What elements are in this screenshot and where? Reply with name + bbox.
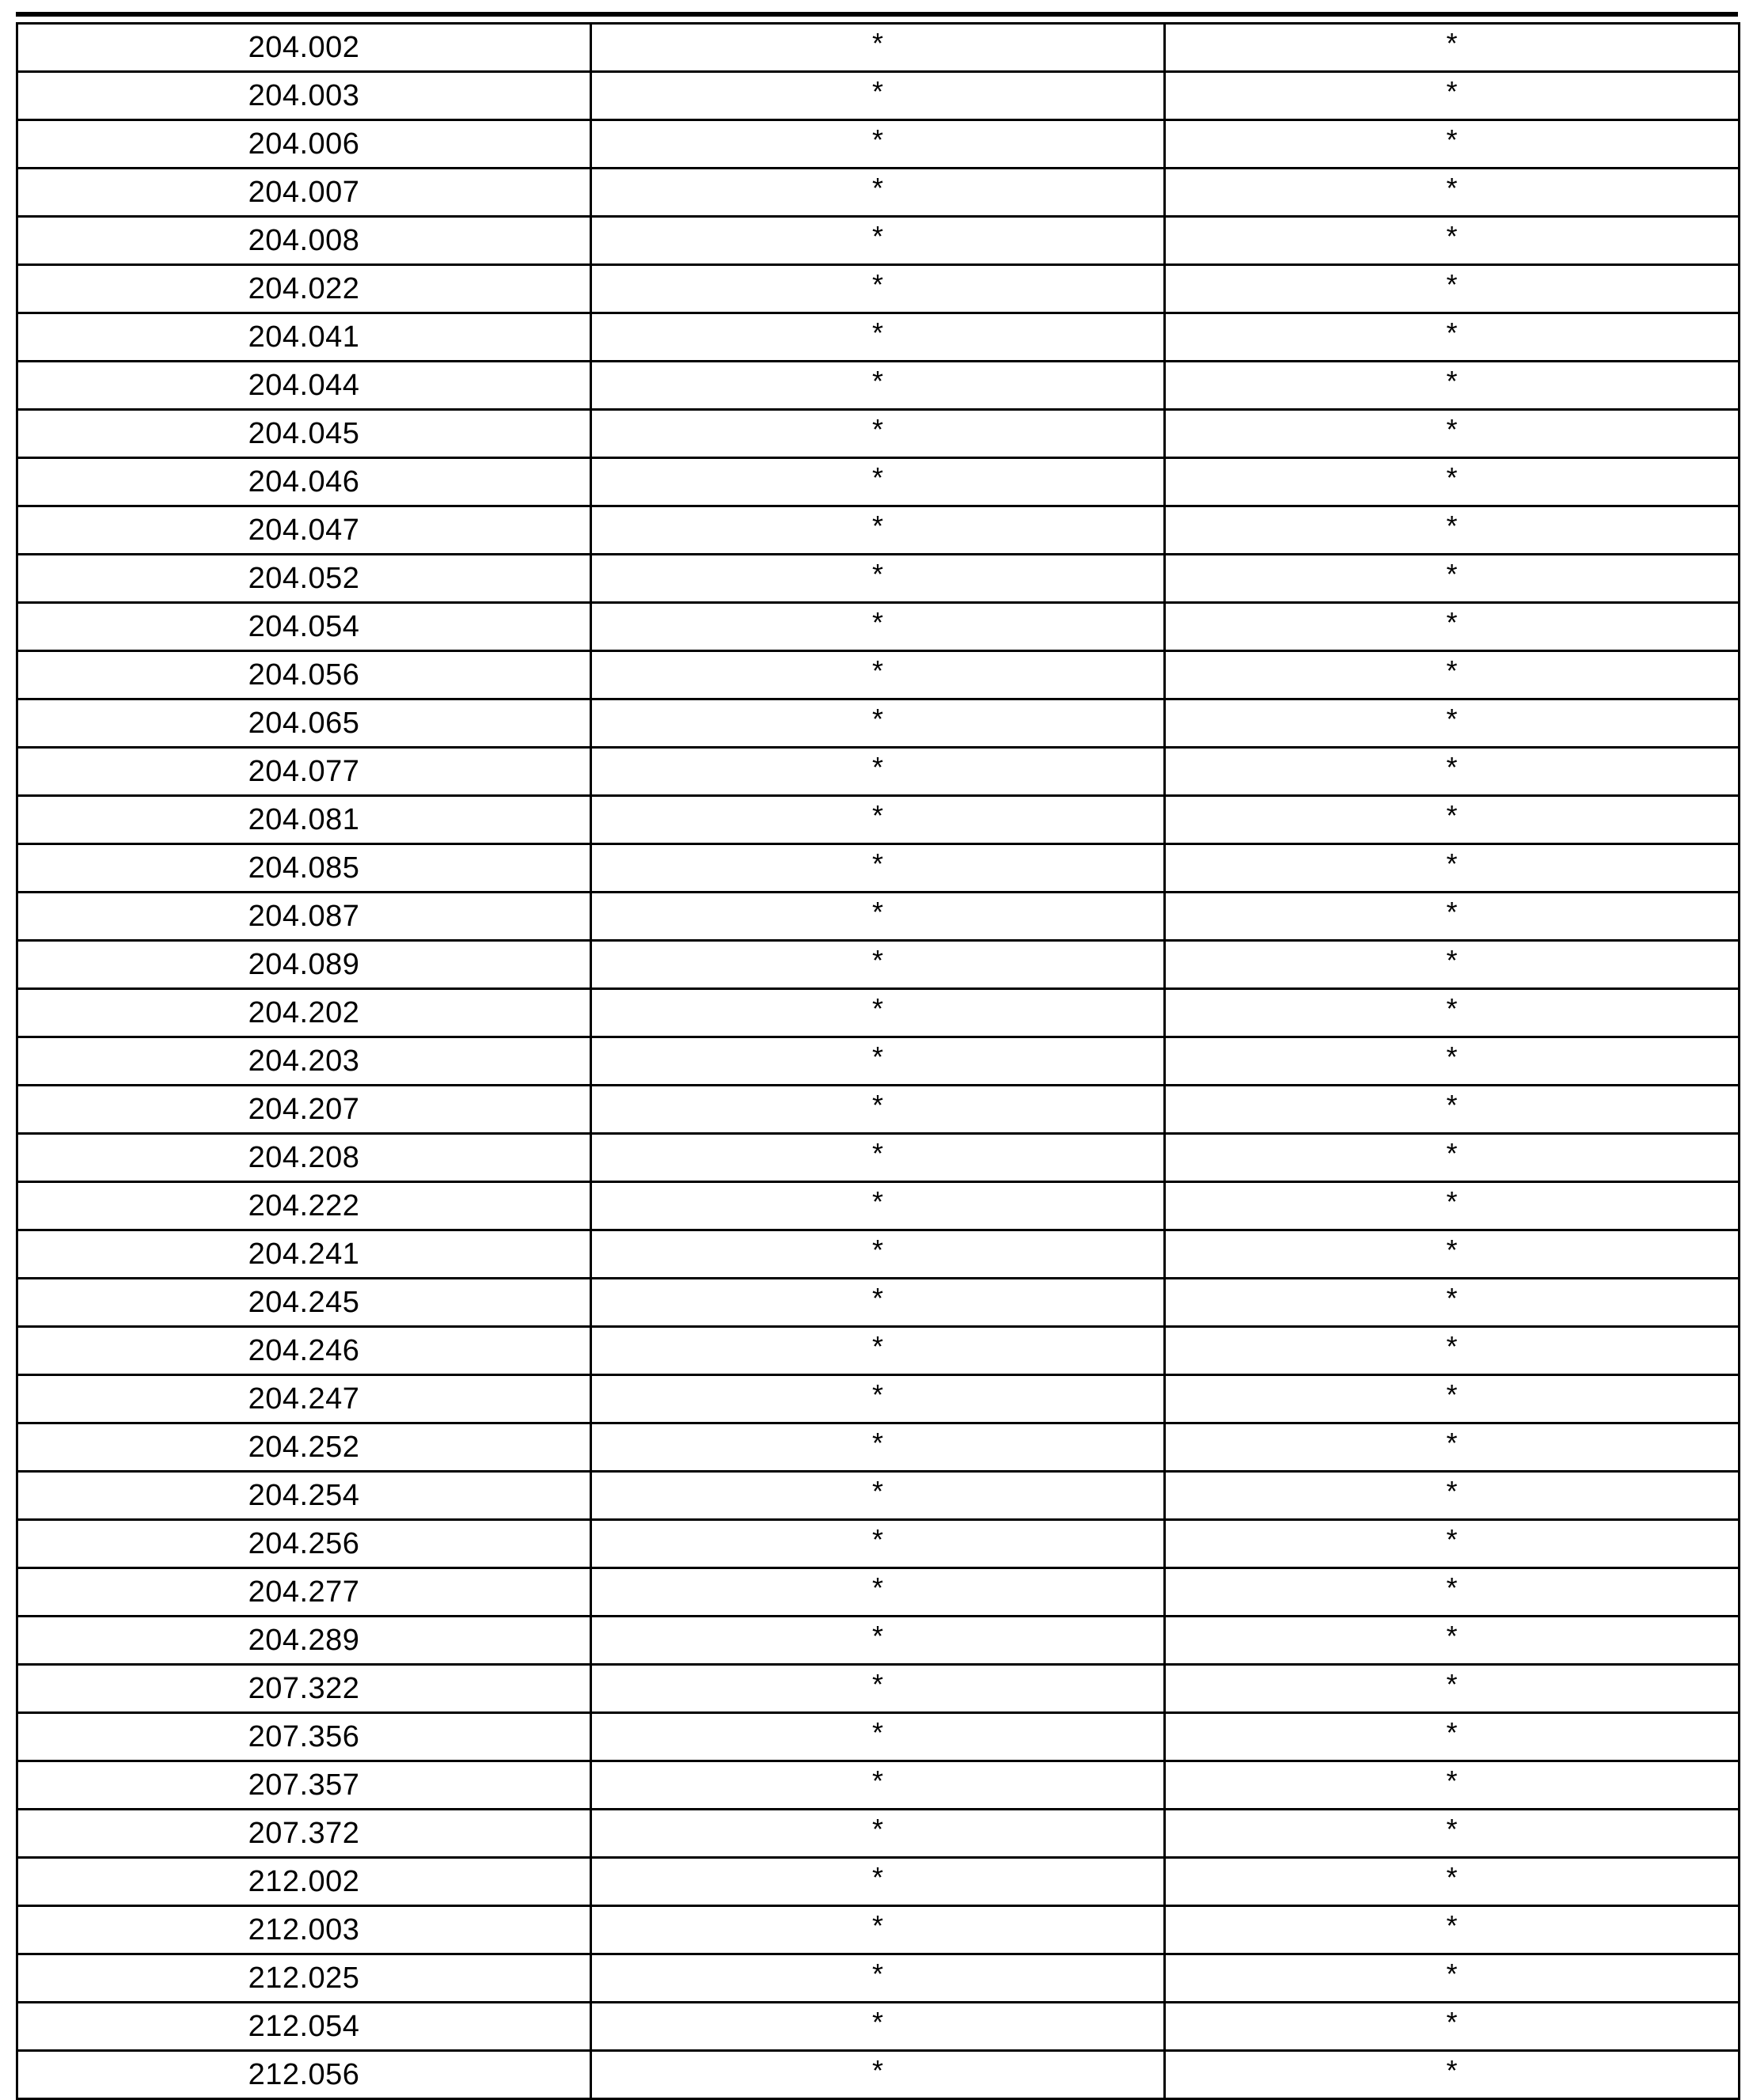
table-row (17, 1037, 1740, 1086)
code-cell: 204.289 (17, 1617, 591, 1665)
mark-cell-col3: * (1165, 555, 1740, 603)
mark-cell-col2: * (591, 1906, 1165, 1954)
mark-cell-col3: * (1165, 458, 1740, 506)
mark-cell-col2: * (591, 796, 1165, 844)
table-row (17, 1134, 1740, 1182)
code-cell: 204.277 (17, 1568, 591, 1617)
mark-cell-col2: * (591, 265, 1165, 313)
mark-cell-col2: * (591, 1375, 1165, 1423)
table-row (17, 72, 1740, 120)
code-cell: 204.207 (17, 1086, 591, 1134)
mark-cell-col3: * (1165, 1858, 1740, 1906)
mark-cell-col3: * (1165, 24, 1740, 72)
mark-cell-col2: * (591, 1568, 1165, 1617)
mark-cell-col3: * (1165, 362, 1740, 410)
mark-cell-col2: * (591, 1954, 1165, 2003)
mark-cell-col2: * (591, 1472, 1165, 1520)
mark-cell-col3: * (1165, 2051, 1740, 2099)
mark-cell-col3: * (1165, 989, 1740, 1037)
mark-cell-col3: * (1165, 1520, 1740, 1568)
table-row (17, 217, 1740, 265)
table-row (17, 506, 1740, 555)
mark-cell-col3: * (1165, 1375, 1740, 1423)
mark-cell-col2: * (591, 1858, 1165, 1906)
mark-cell-col3: * (1165, 893, 1740, 941)
table-row (17, 169, 1740, 217)
code-cell: 204.245 (17, 1279, 591, 1327)
mark-cell-col2: * (591, 410, 1165, 458)
mark-cell-col2: * (591, 1037, 1165, 1086)
mark-cell-col2: * (591, 989, 1165, 1037)
mark-cell-col2: * (591, 2051, 1165, 2099)
mark-cell-col3: * (1165, 699, 1740, 748)
table-row (17, 1858, 1740, 1906)
code-cell: 204.208 (17, 1134, 591, 1182)
mark-cell-col2: * (591, 1617, 1165, 1665)
code-cell: 204.247 (17, 1375, 591, 1423)
table-row (17, 651, 1740, 699)
data-table (16, 22, 1740, 2100)
code-cell: 204.054 (17, 603, 591, 651)
code-cell: 204.006 (17, 120, 591, 169)
code-cell: 212.003 (17, 1906, 591, 1954)
code-cell: 204.007 (17, 169, 591, 217)
table-row (17, 1182, 1740, 1230)
code-cell: 204.056 (17, 651, 591, 699)
mark-cell-col2: * (591, 1761, 1165, 1810)
mark-cell-col3: * (1165, 1761, 1740, 1810)
mark-cell-col3: * (1165, 313, 1740, 362)
table-row (17, 1713, 1740, 1761)
mark-cell-col2: * (591, 941, 1165, 989)
code-cell: 204.008 (17, 217, 591, 265)
code-cell: 212.002 (17, 1858, 591, 1906)
table-row (17, 748, 1740, 796)
code-cell: 204.246 (17, 1327, 591, 1375)
code-cell: 207.322 (17, 1665, 591, 1713)
mark-cell-col2: * (591, 120, 1165, 169)
table-row (17, 1568, 1740, 1617)
mark-cell-col3: * (1165, 1568, 1740, 1617)
mark-cell-col2: * (591, 2003, 1165, 2051)
table-row (17, 313, 1740, 362)
mark-cell-col2: * (591, 72, 1165, 120)
mark-cell-col2: * (591, 506, 1165, 555)
table-row (17, 603, 1740, 651)
table-row (17, 2003, 1740, 2051)
mark-cell-col3: * (1165, 1327, 1740, 1375)
mark-cell-col2: * (591, 748, 1165, 796)
code-cell: 212.025 (17, 1954, 591, 2003)
mark-cell-col2: * (591, 169, 1165, 217)
mark-cell-col3: * (1165, 1423, 1740, 1472)
mark-cell-col2: * (591, 1665, 1165, 1713)
mark-cell-col2: * (591, 1713, 1165, 1761)
table-row (17, 410, 1740, 458)
table-row (17, 1617, 1740, 1665)
mark-cell-col2: * (591, 603, 1165, 651)
mark-cell-col3: * (1165, 1906, 1740, 1954)
table-row (17, 893, 1740, 941)
table-row (17, 699, 1740, 748)
table-row (17, 1761, 1740, 1810)
table-row (17, 844, 1740, 893)
table-row (17, 1327, 1740, 1375)
code-cell: 204.222 (17, 1182, 591, 1230)
table-row (17, 796, 1740, 844)
code-cell: 204.252 (17, 1423, 591, 1472)
code-cell: 204.052 (17, 555, 591, 603)
mark-cell-col2: * (591, 362, 1165, 410)
mark-cell-col3: * (1165, 1086, 1740, 1134)
code-cell: 204.041 (17, 313, 591, 362)
code-cell: 204.202 (17, 989, 591, 1037)
mark-cell-col3: * (1165, 1279, 1740, 1327)
table-row (17, 941, 1740, 989)
code-cell: 207.357 (17, 1761, 591, 1810)
mark-cell-col3: * (1165, 265, 1740, 313)
mark-cell-col3: * (1165, 1713, 1740, 1761)
table-row (17, 1520, 1740, 1568)
mark-cell-col2: * (591, 893, 1165, 941)
code-cell: 204.256 (17, 1520, 591, 1568)
code-cell: 204.081 (17, 796, 591, 844)
mark-cell-col3: * (1165, 169, 1740, 217)
table-row (17, 1906, 1740, 1954)
code-cell: 204.203 (17, 1037, 591, 1086)
mark-cell-col3: * (1165, 1954, 1740, 2003)
mark-cell-col2: * (591, 458, 1165, 506)
table-row (17, 989, 1740, 1037)
mark-cell-col2: * (591, 1134, 1165, 1182)
mark-cell-col2: * (591, 217, 1165, 265)
mark-cell-col2: * (591, 651, 1165, 699)
mark-cell-col2: * (591, 1230, 1165, 1279)
mark-cell-col3: * (1165, 410, 1740, 458)
table-row (17, 1665, 1740, 1713)
code-cell: 207.372 (17, 1810, 591, 1858)
code-cell: 204.045 (17, 410, 591, 458)
mark-cell-col2: * (591, 1423, 1165, 1472)
table-row (17, 1954, 1740, 2003)
mark-cell-col2: * (591, 555, 1165, 603)
top-rule (16, 12, 1738, 17)
mark-cell-col3: * (1165, 1472, 1740, 1520)
table-row (17, 2051, 1740, 2099)
mark-cell-col3: * (1165, 120, 1740, 169)
mark-cell-col3: * (1165, 651, 1740, 699)
code-cell: 207.356 (17, 1713, 591, 1761)
code-cell: 204.044 (17, 362, 591, 410)
mark-cell-col3: * (1165, 217, 1740, 265)
mark-cell-col3: * (1165, 1182, 1740, 1230)
code-cell: 204.022 (17, 265, 591, 313)
mark-cell-col3: * (1165, 1230, 1740, 1279)
mark-cell-col3: * (1165, 1617, 1740, 1665)
code-cell: 204.065 (17, 699, 591, 748)
code-cell: 204.002 (17, 24, 591, 72)
table-body (17, 24, 1740, 2099)
code-cell: 204.046 (17, 458, 591, 506)
table-row (17, 1472, 1740, 1520)
mark-cell-col2: * (591, 1327, 1165, 1375)
code-cell: 204.087 (17, 893, 591, 941)
mark-cell-col3: * (1165, 603, 1740, 651)
mark-cell-col2: * (591, 844, 1165, 893)
table-row (17, 458, 1740, 506)
table-row (17, 1230, 1740, 1279)
table-row (17, 362, 1740, 410)
code-cell: 204.085 (17, 844, 591, 893)
mark-cell-col2: * (591, 699, 1165, 748)
mark-cell-col3: * (1165, 748, 1740, 796)
table-row (17, 1423, 1740, 1472)
code-cell: 212.056 (17, 2051, 591, 2099)
table-row (17, 555, 1740, 603)
code-cell: 204.077 (17, 748, 591, 796)
mark-cell-col3: * (1165, 844, 1740, 893)
table-row (17, 1375, 1740, 1423)
mark-cell-col2: * (591, 1279, 1165, 1327)
code-cell: 204.254 (17, 1472, 591, 1520)
table-row (17, 265, 1740, 313)
mark-cell-col3: * (1165, 941, 1740, 989)
mark-cell-col2: * (591, 313, 1165, 362)
table-row (17, 24, 1740, 72)
code-cell: 204.047 (17, 506, 591, 555)
mark-cell-col2: * (591, 1086, 1165, 1134)
mark-cell-col3: * (1165, 72, 1740, 120)
mark-cell-col3: * (1165, 1665, 1740, 1713)
mark-cell-col3: * (1165, 1134, 1740, 1182)
mark-cell-col2: * (591, 1810, 1165, 1858)
mark-cell-col2: * (591, 1182, 1165, 1230)
mark-cell-col3: * (1165, 796, 1740, 844)
table-row (17, 1086, 1740, 1134)
table-row (17, 1810, 1740, 1858)
code-cell: 212.054 (17, 2003, 591, 2051)
mark-cell-col3: * (1165, 1037, 1740, 1086)
mark-cell-col3: * (1165, 1810, 1740, 1858)
code-cell: 204.089 (17, 941, 591, 989)
table-row (17, 1279, 1740, 1327)
code-cell: 204.241 (17, 1230, 591, 1279)
mark-cell-col3: * (1165, 2003, 1740, 2051)
mark-cell-col2: * (591, 24, 1165, 72)
mark-cell-col2: * (591, 1520, 1165, 1568)
code-cell: 204.003 (17, 72, 591, 120)
table-row (17, 120, 1740, 169)
mark-cell-col3: * (1165, 506, 1740, 555)
